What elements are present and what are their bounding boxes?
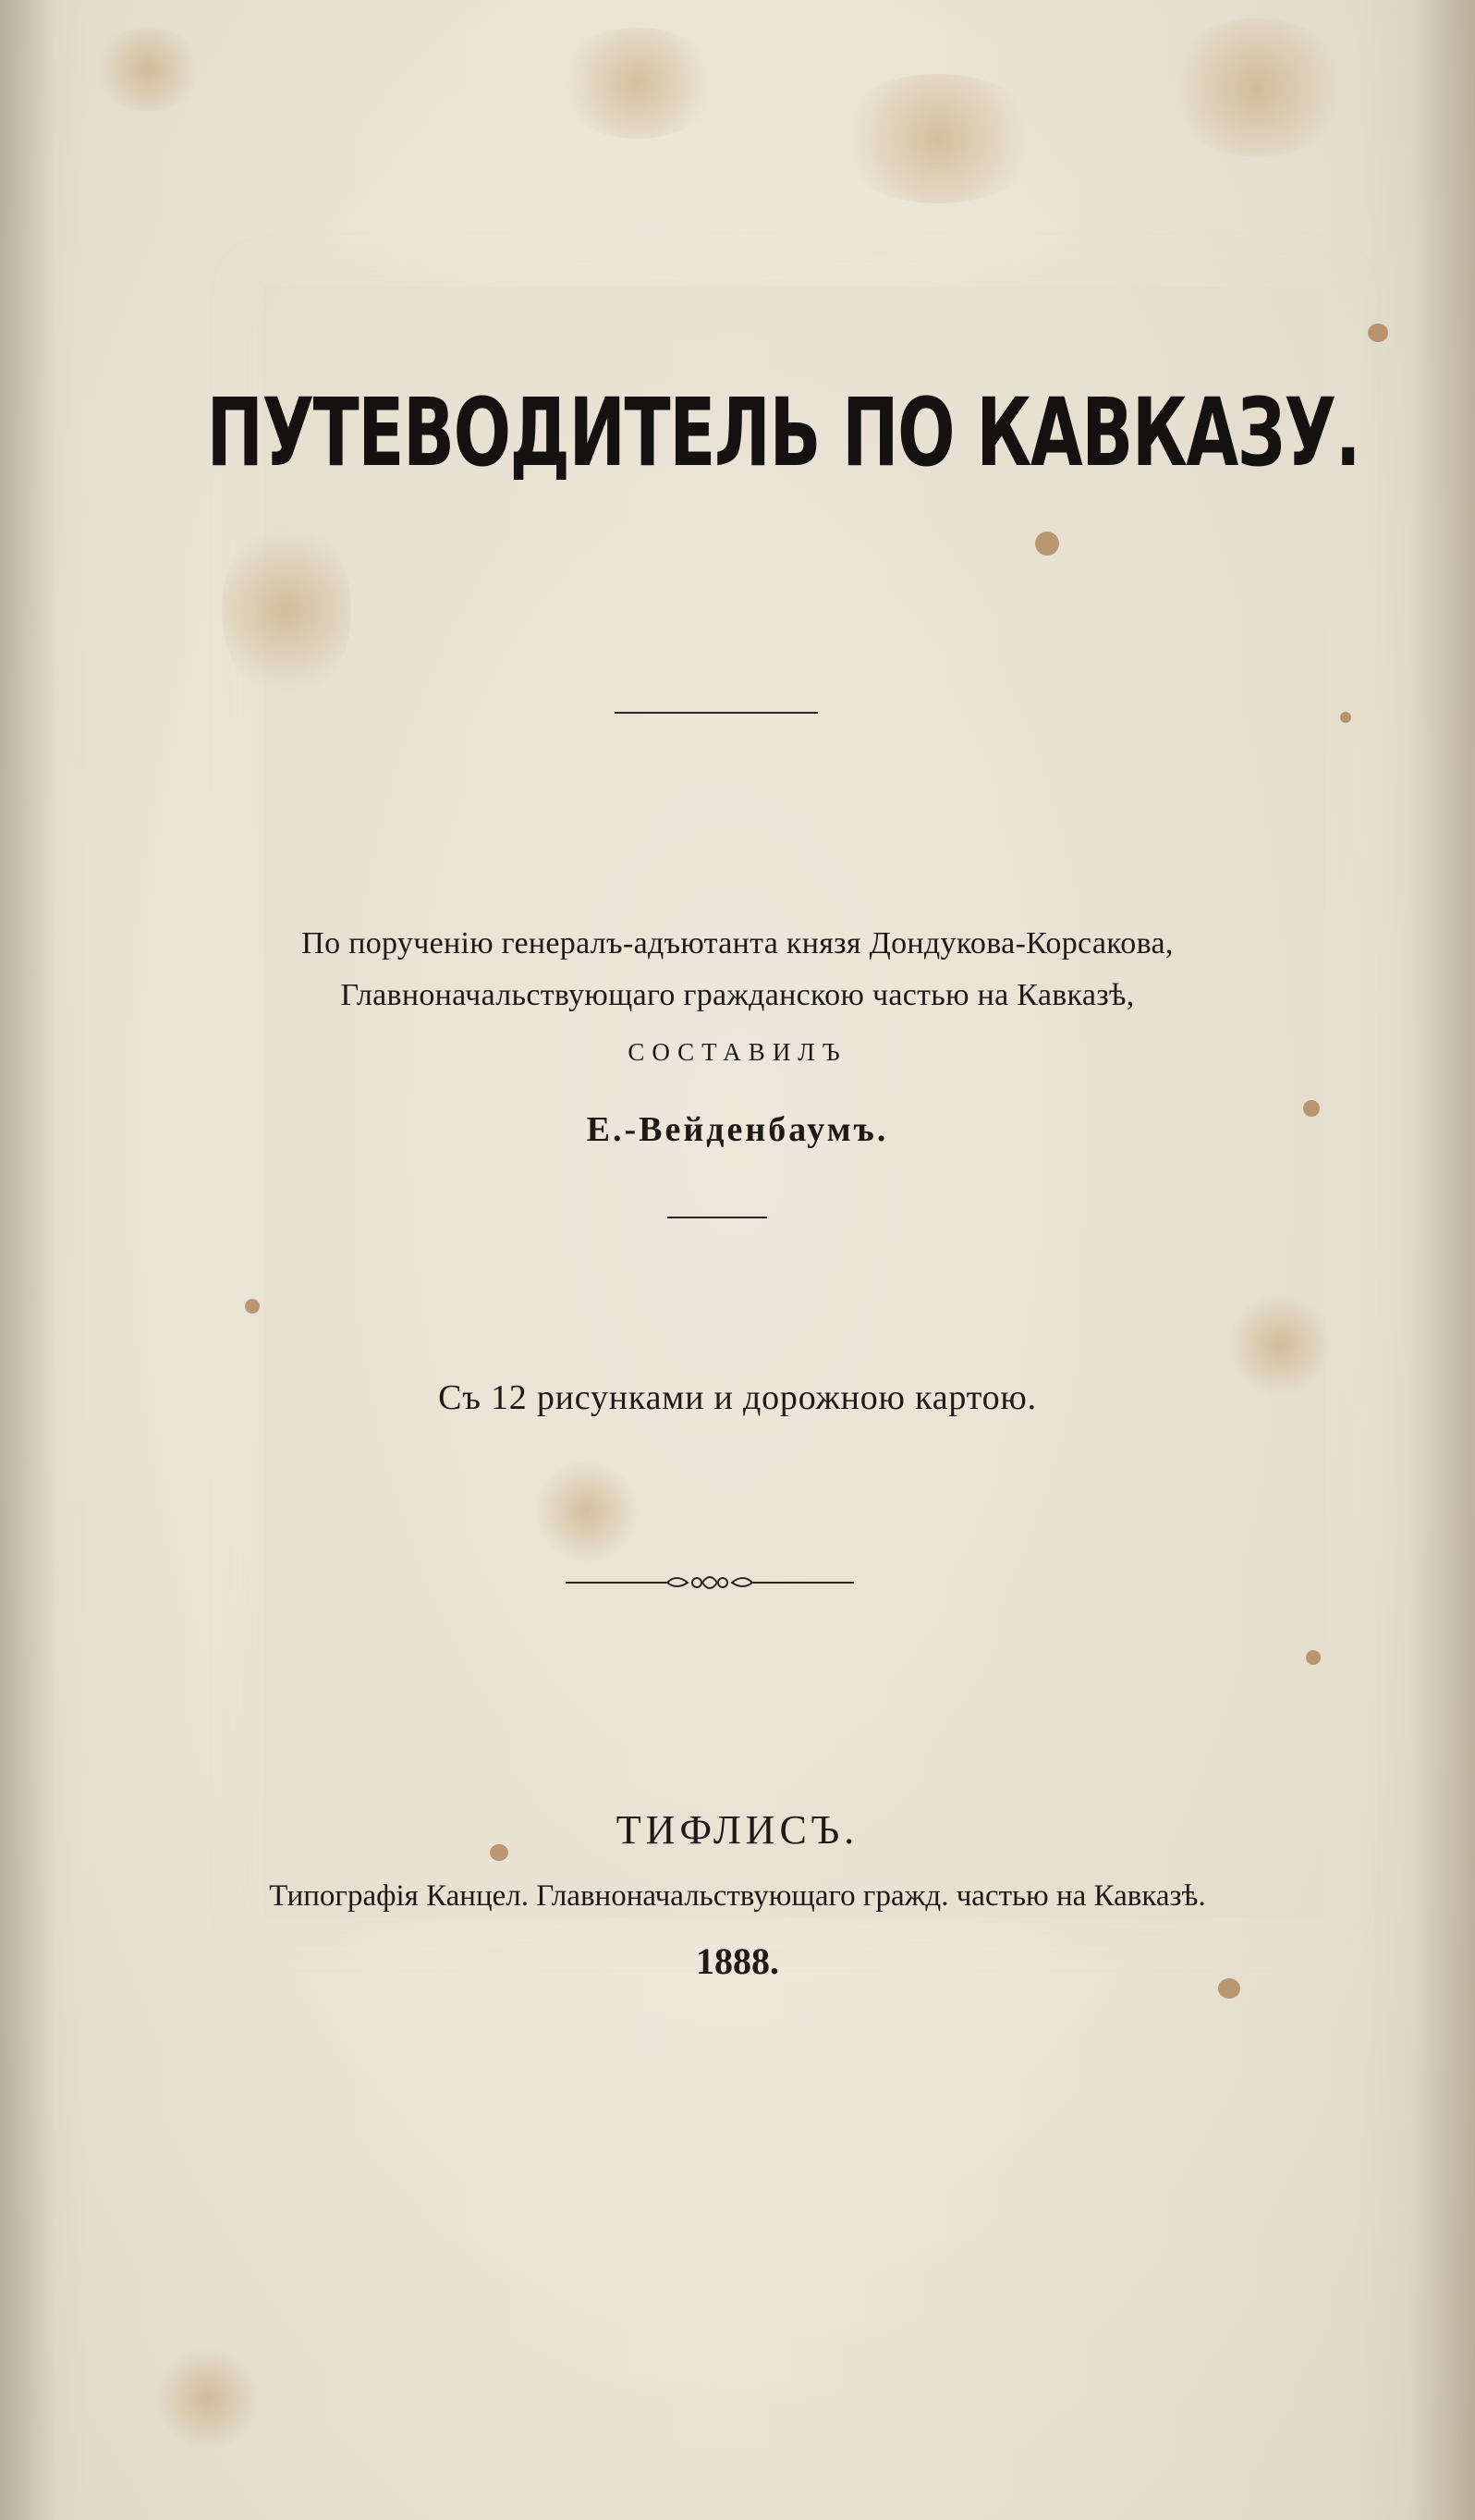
foxing-spot: [1340, 712, 1351, 723]
dedication-line-2: Главноначальствующаго гражданскою частью на Кавказѣ,: [340, 978, 1135, 1012]
foxing-spot: [1035, 532, 1059, 556]
title-divider-rule: [615, 712, 818, 714]
foxing-spot: [1218, 1978, 1240, 1999]
publication-year: 1888.: [696, 1940, 779, 1982]
printing-house: Типографія Канцел. Главноначальствующаго гражд. частью на Кавказѣ.: [269, 1879, 1206, 1913]
foxing-stain: [222, 518, 351, 703]
scroll-ornament-icon: [566, 1562, 854, 1599]
page-edge-shadow-left: [0, 0, 55, 2520]
foxing-stain: [92, 28, 203, 111]
foxing-stain: [536, 1461, 638, 1562]
illustrations-note: Съ 12 рисунками и дорожною картою.: [438, 1378, 1037, 1417]
publication-city: ТИФЛИСЪ.: [616, 1807, 859, 1853]
dedication-line-1: По порученію генералъ-адъютанта князя Дондукова-Корсакова,: [301, 926, 1174, 960]
foxing-spot: [245, 1299, 260, 1314]
page-edge-shadow-right: [1410, 0, 1475, 2520]
book-title: ПУТЕВОДИТЕЛЬ ПО КАВКАЗУ.: [206, 378, 1360, 488]
author-divider-rule: [667, 1217, 767, 1218]
foxing-spot: [1368, 324, 1388, 342]
foxing-stain: [555, 28, 721, 139]
author-name: Е.-Вейденбаумъ.: [586, 1110, 889, 1149]
foxing-spot: [1306, 1650, 1321, 1665]
printed-area-tone: [263, 287, 1326, 1918]
foxing-stain: [157, 2348, 259, 2450]
compiled-by-label: СОСТАВИЛЪ: [628, 1038, 847, 1066]
foxing-stain: [1164, 18, 1349, 157]
foxing-stain: [832, 74, 1044, 203]
